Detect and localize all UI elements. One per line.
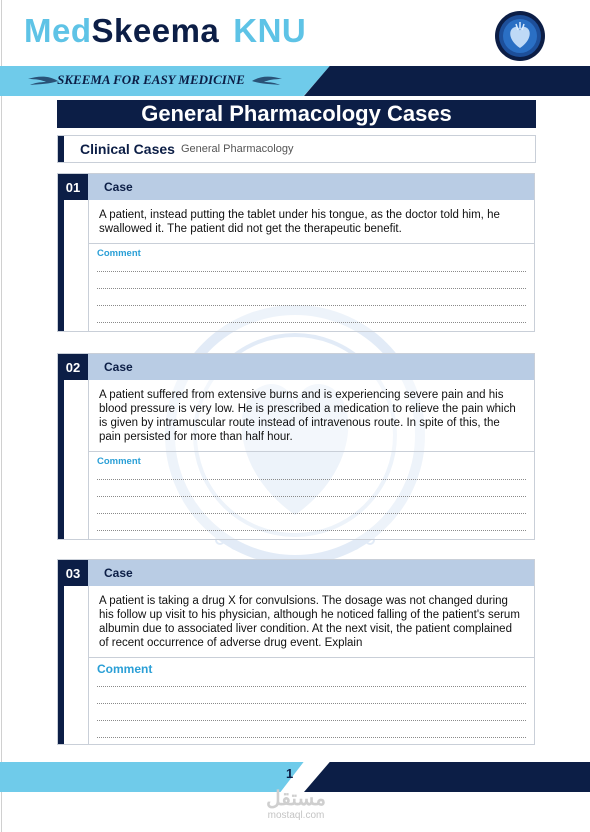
case-stripe xyxy=(58,560,64,744)
case-card xyxy=(57,559,535,745)
section-marker xyxy=(58,136,64,162)
comment-line[interactable] xyxy=(97,721,526,738)
case-text: A patient suffered from extensive burns and is experiencing severe pain and his blood pressure is very low. He is prescribed a medication to relieve the pain which is given by intramuscular route instead of intravenous route. In spite of this, the pain persisted for more than half hour. xyxy=(88,380,534,452)
comment-area[interactable] xyxy=(88,658,534,744)
case-label: Case xyxy=(104,180,133,194)
banner-dark xyxy=(304,66,590,96)
footer-bar-dark xyxy=(304,762,590,792)
brand-med: Med xyxy=(24,12,92,49)
comment-line[interactable] xyxy=(97,704,526,721)
case-card xyxy=(57,353,535,540)
case-card xyxy=(57,173,535,332)
comment-line[interactable] xyxy=(97,289,526,306)
case-header xyxy=(58,354,534,380)
comment-line[interactable] xyxy=(97,514,526,531)
mostaql-watermark-arabic: مستقل xyxy=(266,788,326,810)
comment-area[interactable] xyxy=(88,452,534,539)
tagline: SKEEMA FOR EASY MEDICINE xyxy=(57,72,245,87)
mostaql-watermark-latin: mostaql.com xyxy=(267,810,325,821)
comment-line[interactable] xyxy=(97,497,526,514)
comment-label: Comment xyxy=(97,662,153,676)
case-label: Case xyxy=(104,566,133,580)
brand-knu: KNU xyxy=(233,12,307,49)
section-subtitle: General Pharmacology xyxy=(180,143,294,155)
case-header xyxy=(58,174,534,200)
brand-skeema: Skeema xyxy=(91,12,220,49)
section-header xyxy=(57,135,536,163)
case-text: A patient is taking a drug X for convulsions. The dosage was not changed during his follow up visit to his physician, although he noticed falling of the patient's serum albumin due to associated liver condition. At the next visit, the patient complained of recent occurrence of adverse drug event. Explain xyxy=(88,586,534,658)
page-number: 1 xyxy=(286,766,294,781)
case-number: 03 xyxy=(58,560,88,586)
page-title: General Pharmacology Cases xyxy=(141,101,452,126)
comment-line[interactable] xyxy=(97,259,526,272)
comment-line[interactable] xyxy=(97,676,526,687)
brand-logo-text xyxy=(24,12,306,50)
comment-line[interactable] xyxy=(97,467,526,480)
comment-label: Comment xyxy=(97,248,141,259)
heart-emblem-icon xyxy=(494,10,546,62)
wing-icon xyxy=(252,73,282,87)
case-label: Case xyxy=(104,360,133,374)
comment-line[interactable] xyxy=(97,687,526,704)
case-header xyxy=(58,560,534,586)
section-title: Clinical Cases xyxy=(80,141,175,157)
comment-label: Comment xyxy=(97,456,141,467)
page-title-bar xyxy=(57,100,536,128)
case-number: 01 xyxy=(58,174,88,200)
case-text: A patient, instead putting the tablet under his tongue, as the doctor told him, he swallowed it. The patient did not get the therapeutic benefit. xyxy=(88,200,534,244)
case-stripe xyxy=(58,354,64,539)
mostaql-watermark xyxy=(256,788,336,821)
comment-area[interactable] xyxy=(88,244,534,331)
comment-line[interactable] xyxy=(97,480,526,497)
page-edge-rule xyxy=(1,0,2,832)
comment-line[interactable] xyxy=(97,272,526,289)
comment-line[interactable] xyxy=(97,306,526,323)
case-number: 02 xyxy=(58,354,88,380)
